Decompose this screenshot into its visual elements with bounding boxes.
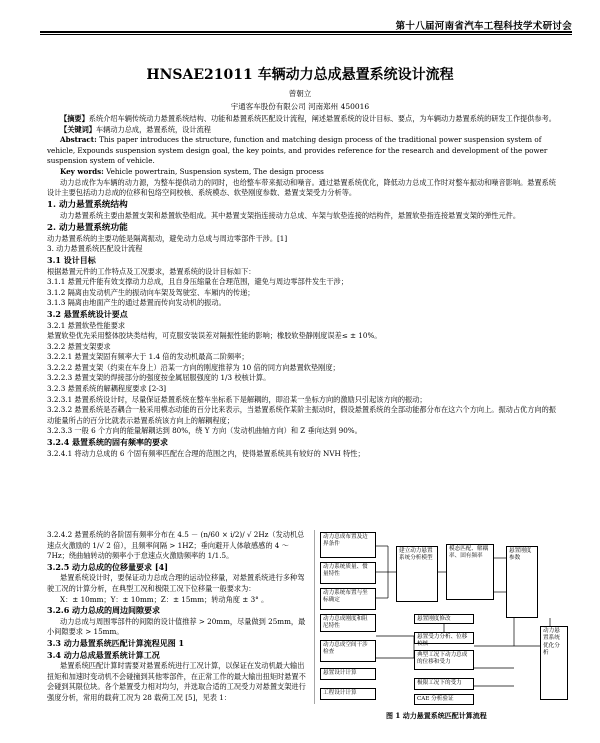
section-3-2-1-text: 悬置软垫优先采用整体胶块类结构，可克服安装误差对隔振性能的影响；橡胶软垫静刚度误差≤ ± 10%。 xyxy=(47,331,382,341)
box-stiffness-damping: 动力总成刚度和阻尼特性 xyxy=(320,614,376,632)
section-3-2-3-title: 3.2.3 悬置系统的解耦程度要求 [2-3] xyxy=(47,384,167,394)
header-rule xyxy=(40,31,572,33)
item-3-2-4-1: 3.2.4.1 将动力总成的 6 个固有频率匹配在合理的范围之内，使得悬置系统具有较好的 NVH 特性； xyxy=(47,448,365,458)
section-3-2-5-values: X：± 10mm；Y：± 10mm；Z：± 15mm；转动角度 ± 3° 。 xyxy=(60,594,269,604)
author: 曾朝立 xyxy=(288,89,312,98)
section-3-4-text: 悬置系统匹配计算时需要对悬置系统进行工况计算，以保证在发动机最大输出扭矩和加速时变动机不会碰撞到其他零部件，在正常工作的最大输出扭矩时悬置不会碰到其限位块。各个悬置受力相对均匀，并选取合适的工况受力对悬置支架进行强度分析，常用的载荷工况为 28 载荷工况 [5]，见表 1： xyxy=(47,661,306,702)
section-3-2-4-title: 3.2.4 悬置系统的固有频率的要求 xyxy=(47,437,169,448)
section-3-2-5-title: 3.2.5 动力总成的位移量要求 [4] xyxy=(47,561,168,572)
box-mass-inertia: 动力系统质量、惯量特性 xyxy=(320,562,376,584)
conference-title: 第十八届河南省汽车工程科技学术研讨会 xyxy=(395,21,572,32)
box-optimization: 动力悬置系统优化分析 xyxy=(540,626,568,700)
box-modal-matching: 模态匹配、解耦率、固有频率 xyxy=(446,544,494,600)
flowchart-figure xyxy=(314,528,570,706)
box-interference-check: 动力总成空间干涉检查 xyxy=(320,640,376,662)
box-typical-condition: 典型工况下动力总成的位移和受力 xyxy=(414,650,474,670)
body-narrow-column xyxy=(47,530,311,704)
section-2-title: 2. 动力悬置系统功能 xyxy=(47,222,128,233)
box-force-displacement: 悬置受力分析、位移校核 xyxy=(414,632,474,644)
section-3-title: 3. 动力悬置系统匹配设计流程 xyxy=(47,244,143,254)
section-1-title: 1. 动力悬置系统结构 xyxy=(47,199,128,210)
box-engineering-calc: 工程设计计算 xyxy=(320,688,376,700)
item-3-1-3: 3.1.3 隔离由地面产生的通过悬置而传向发动机的振动。 xyxy=(47,298,226,308)
intro-paragraph: 动力总成作为车辆的动力源，为整车提供动力的同时，也给整车带来振动和噪音。通过悬置系统优化，降低动力总成工作时对整车振动和噪音影响。悬置系统设计主要包括动力总成的位移和包络空间校核、系统模态、软垫刚度参数、悬置支架受力分析等。 xyxy=(47,177,556,198)
box-analysis-model: 建立动力悬置系统分析模型 xyxy=(396,546,438,602)
section-3-2-6-text: 动力总成与周围零部件的间隙的设计值推荐 > 20mm，尽量做到 25mm，最小间隙要求 > 15mm。 xyxy=(47,616,306,637)
section-3-2-2-title: 3.2.2 悬置支架要求 xyxy=(47,341,111,351)
keywords-text-cn: 车辆动力总成，悬置系统，设计流程 xyxy=(95,124,211,134)
box-stiffness-modify: 悬置刚度修改 xyxy=(414,614,474,624)
box-boundary-conditions: 动力总成布置及边界条件 xyxy=(320,532,376,558)
box-mount-calc: 悬置设计计算 xyxy=(320,668,376,680)
section-3-2-title: 3.2 悬置系统设计要点 xyxy=(47,308,128,319)
item-3-2-4-2: 3.2.4.2 悬置系统的各阶固有频率分布在 4.5 － (n/60 × i/2)/ √ 2Hz（发动机总速点火激励的 1/√ 2 倍），且频率间隔 > 1HZ；垂向避开人体敏感感的 4 ～ 7Hz；绕曲轴转动的频率小于怠速点火激励频率的 1/1.5。 xyxy=(47,530,305,561)
section-3-1-text: 根据悬置元件的工作特点及工况要求，悬置系统的设计目标如下： xyxy=(47,266,256,276)
box-extreme-condition: 极限工况下的受力 xyxy=(414,678,474,690)
keywords-label-cn: 【关键词】 xyxy=(60,124,96,134)
item-3-2-2-2: 3.2.2.2 悬置支架（约束在车身上）沿某一方向的刚度推荐为 10 倍的同方向悬置软垫刚度； xyxy=(47,362,340,372)
paper-title: HNSAE21011 车辆动力总成悬置系统设计流程 xyxy=(146,67,454,83)
running-header xyxy=(0,0,600,38)
keywords-label-en: Key words: xyxy=(60,166,104,176)
abstract-text-cn: 系统介绍车辆传统动力悬置系统结构、功能和悬置系统匹配设计流程，阐述悬置系统的设计目标、要点，为车辆动力悬置系统的研发工作提供参考。 xyxy=(88,114,556,123)
item-3-2-3-2: 3.2.3.2 悬置系统是否耦合一般采用模态动能的百分比来表示，当悬置系统作某阶主振动时，假设悬置系统的全部动能都分布在这六个方向上。振动占优方向的振动能量所占的百分比就表示悬置系统该方向上的解耦程度； xyxy=(47,405,557,425)
item-3-1-2: 3.1.2 隔离由发动机产生的振动向车架及驾驶室、车厢内的传递； xyxy=(47,287,255,297)
abstract-label-en: Abstract: xyxy=(60,135,97,145)
body-full-width xyxy=(47,114,557,459)
figure-caption: 图 1 动力悬置系统匹配计算流程 xyxy=(386,711,487,720)
affiliation: 宇通客车股份有限公司 河南郑州 450016 xyxy=(230,102,370,111)
section-3-4-title: 3.4 动力总成悬置系统计算工况 xyxy=(47,649,160,660)
item-3-2-3-1: 3.2.3.1 悬置系统设计时，尽量保证悬置系统在整车坐标系下是解耦的，即沿某一坐标方向的激励只引起该方向的振动； xyxy=(47,394,427,404)
box-stiffness-params: 悬置刚度参数 xyxy=(506,546,538,618)
header-rule-thin xyxy=(40,34,572,35)
abstract-en xyxy=(47,135,557,167)
section-2-text: 动力悬置系统的主要功能是隔离振动，避免动力总成与周边零部件干涉。[1] xyxy=(47,233,288,243)
section-3-1-title: 3.1 设计目标 xyxy=(47,254,96,265)
keywords-en xyxy=(47,167,557,178)
section-1-text: 动力悬置系统主要由悬置支架和悬置软垫组成。其中悬置支架指连接动力总成、车架与软垫连接的结构件，悬置软垫指连接悬置支架的弹性元件。 xyxy=(60,210,521,220)
keywords-text-en: Vehicle powertrain, Suspension system, The design process xyxy=(106,166,324,176)
box-coordinate-layout: 动力系统布置与坐标确定 xyxy=(320,588,376,610)
item-3-1-1: 3.1.1 悬置元件能有效支撑动力总成，且自身压缩量在合理范围，避免与周边零部件发生干涉； xyxy=(47,277,348,287)
item-3-2-2-1: 3.2.2.1 悬置支架固有频率大于 1.4 倍的发动机最高二阶频率； xyxy=(47,352,249,362)
abstract-text-en: This paper introduces the structure, function and matching design process of the traditional power suspension system of vehicle, Expounds suspension system design goal, the key points, and provides reference for the research and development of the power suspension system of vehicle. xyxy=(47,135,548,166)
abstract-cn xyxy=(47,114,557,125)
keywords-cn xyxy=(47,125,557,136)
box-cae-validation: CAE 分析验证 xyxy=(414,694,474,705)
item-3-2-3-3: 3.2.3.3 一般 6 个方向的能量解耦达到 80%，绕 Y 方向（发动机曲轴方向）和 Z 垂向达到 90%。 xyxy=(47,426,362,436)
section-3-3-title: 3.3 动力悬置系统匹配计算流程见图 1 xyxy=(47,637,185,648)
section-3-2-6-title: 3.2.6 动力总成的周边间隙要求 xyxy=(47,605,161,616)
item-3-2-2-3: 3.2.2.3 悬置支架的焊接部分的强度按金属屈服强度的 1/3 校核计算。 xyxy=(47,373,271,383)
abstract-label-cn: 【摘要】 xyxy=(60,114,89,123)
section-3-2-5-text: 悬置系统设计时，要保证动力总成合理的运动位移量，对悬置系统进行多种驾驶工况的计算分析，在典型工况和极限工况下位移量一般要求为： xyxy=(47,573,305,593)
section-3-2-1-title: 3.2.1 悬置软垫性能要求 xyxy=(47,320,126,330)
